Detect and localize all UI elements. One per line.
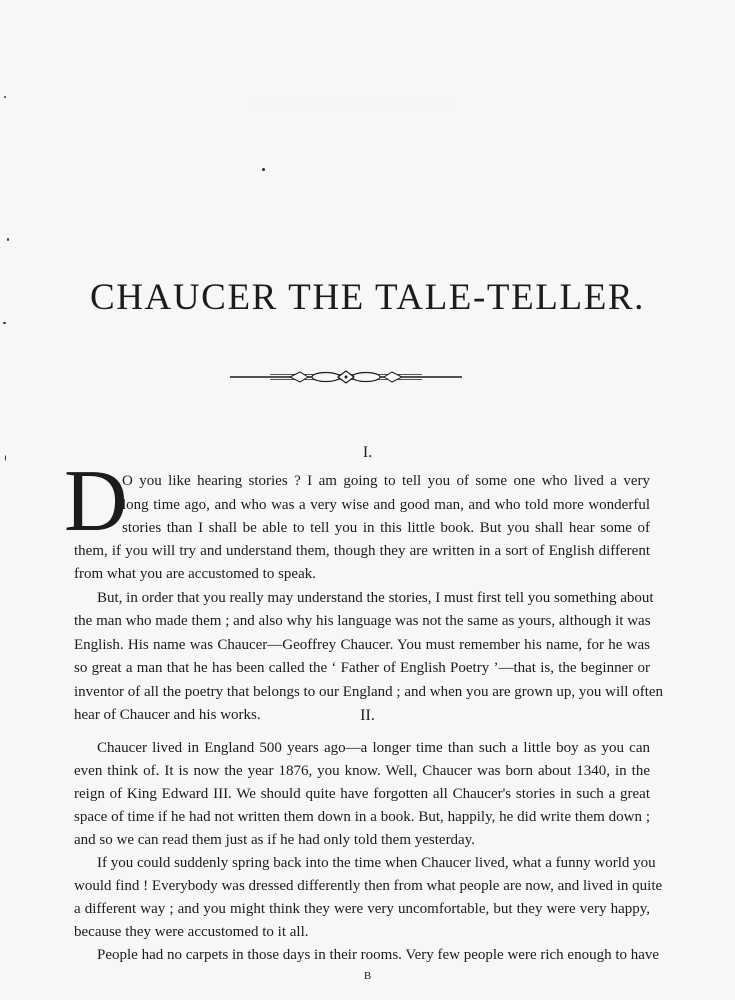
text-line: would find ! Everybody was dressed differently then from what people are now, and lived in quite	[74, 878, 663, 894]
scan-speck	[7, 238, 9, 241]
scan-speck	[262, 168, 265, 171]
text-line: If you could suddenly spring back into the time when Chaucer lived, what a funny world you	[97, 855, 656, 871]
text-line: from what you are accustomed to speak.	[74, 566, 316, 582]
text-line: long time ago, and who was a very wise and good man, and who told more wonderful	[122, 497, 650, 513]
scan-speck	[4, 96, 6, 98]
text-line: Chaucer lived in England 500 years ago—a longer time than such a little boy as you can	[97, 740, 650, 756]
page-signature-mark: B	[363, 970, 372, 982]
chapter-title: CHAUCER THE TALE-TELLER.	[89, 277, 646, 318]
text-line: because they were accustomed to it all.	[74, 924, 309, 940]
text-line: even think of. It is now the year 1876, you know. Well, Chaucer was born about 1340, in the	[74, 763, 650, 779]
scan-speck	[3, 322, 6, 324]
text-line: O you like hearing stories ? I am going to tell you of some one who lived a very	[122, 473, 650, 489]
text-line: But, in order that you really may understand the stories, I must first tell you something about	[97, 590, 654, 606]
text-line: and so we can read them just as if he had only told them yesterday.	[74, 832, 475, 848]
text-line: reign of King Edward III. We should quite have forgotten all Chaucer's stories in such a great	[74, 786, 650, 802]
text-line: the man who made them ; and also why his language was not the same as yours, although it was	[74, 613, 651, 629]
text-line: People had no carpets in those days in their rooms. Very few people were rich enough to have	[97, 947, 660, 963]
section-number: II.	[360, 707, 375, 724]
drop-cap-letter: D	[64, 453, 128, 550]
text-line: space of time if he had not written them down in a book. But, happily, he did write them down ;	[74, 809, 650, 825]
decorative-rule-ornament	[230, 369, 462, 385]
text-line: English. His name was Chaucer—Geoffrey Chaucer. You must remember his name, for he was	[74, 637, 650, 653]
text-line: so great a man that he has been called the ‘ Father of English Poetry ’—that is, the beginner or	[74, 660, 650, 676]
bleed-through-text: · · · · · · · · · · · · · · · · · · · · · · · · · · ·	[250, 96, 452, 111]
section-number: I.	[362, 444, 373, 461]
text-line: them, if you will try and understand them, though they are written in a sort of English different	[74, 543, 650, 559]
text-line: a different way ; and you might think they were very uncomfortable, but they were very happy,	[74, 901, 650, 917]
text-line: stories than I shall be able to tell you in this little book. But you shall hear some of	[122, 520, 650, 536]
text-line: inventor of all the poetry that belongs to our England ; and when you are grown up, you will often	[74, 684, 664, 700]
text-line: hear of Chaucer and his works.	[74, 707, 261, 723]
